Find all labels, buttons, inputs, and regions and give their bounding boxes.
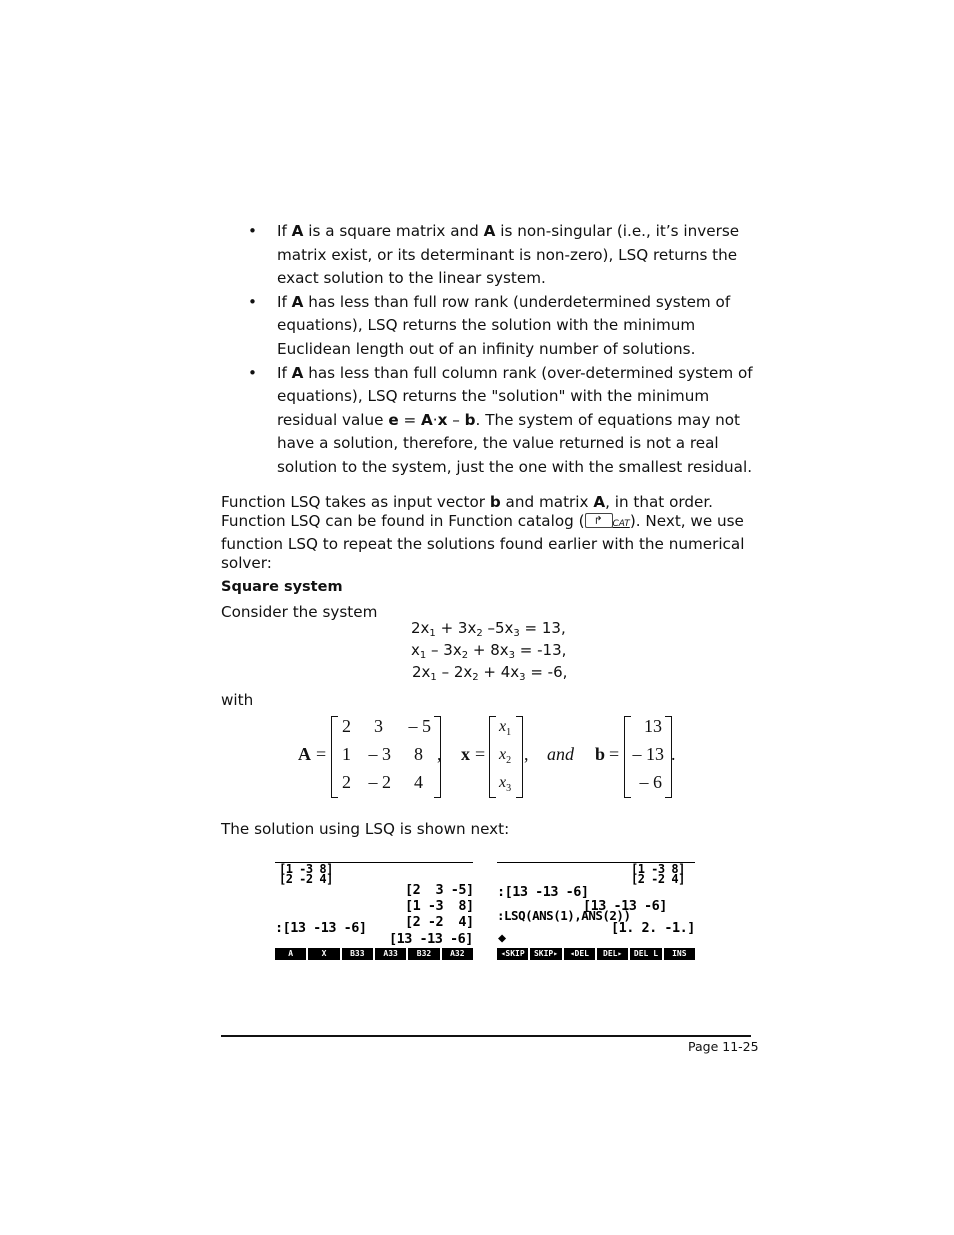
stack-line: [13 -13 -6] [583, 898, 667, 914]
softkey[interactable]: SKIP▸ [530, 948, 561, 960]
vector-cell: – 13 [632, 744, 664, 764]
section-heading: Square system [221, 579, 343, 595]
stack-line: [2 -2 4] [279, 872, 333, 886]
comma: , [437, 744, 442, 764]
residual-symbol: e [388, 410, 399, 429]
text: , in that order. Function LSQ can be found in Function catalog ( [221, 493, 714, 531]
matrix-cell: 8 [414, 744, 423, 764]
command-line[interactable]: :LSQ(ANS(1),ANS(2)) [497, 908, 631, 923]
softkey-menu [275, 948, 473, 960]
cat-key-label: CAT [612, 519, 630, 530]
matrix-a-label: A [298, 744, 311, 764]
calculator-screen-2 [497, 862, 695, 960]
vector-cell: $x_2$ [499, 746, 512, 767]
matrix-cell: – 2 [368, 772, 391, 792]
vector-cell: 13 [644, 716, 662, 736]
equals-sign: = [475, 744, 486, 764]
bullet-item [248, 291, 758, 362]
softkey[interactable]: DEL L [630, 948, 661, 960]
text: If [277, 222, 292, 240]
softkey[interactable]: A33 [375, 948, 406, 960]
equals-sign: = [316, 744, 327, 764]
matrix-symbol: A [421, 410, 433, 429]
softkey[interactable]: B33 [342, 948, 373, 960]
softkey[interactable]: B32 [408, 948, 439, 960]
vector-x [489, 716, 523, 796]
right-shift-key-icon: ↱ [585, 513, 613, 528]
stack-line: :[13 -13 -6] [497, 884, 589, 900]
stack-line: [2 -2 4] [631, 872, 685, 886]
equation-3: $2x_1 - 2x_2 + 4x_3 = -6$, [412, 663, 568, 683]
stack-line: [1 -3 8] [631, 862, 685, 876]
matrix-symbol: A [483, 222, 496, 240]
consider-text: Consider the system [221, 603, 378, 621]
text: is a square matrix and [303, 222, 484, 240]
softkey[interactable]: INS [664, 948, 695, 960]
bullet-dot: • [248, 222, 257, 240]
cursor-icon: ◆ [498, 930, 506, 946]
stack-line: [2 -2 4] [405, 914, 474, 930]
vector-symbol: b [489, 493, 501, 511]
softkey[interactable]: ◂SKIP [497, 948, 528, 960]
with-text: with [221, 691, 254, 709]
text: – [447, 410, 465, 429]
stack-line: [13 -13 -6] [389, 931, 473, 947]
vector-symbol: b [464, 410, 476, 429]
text: If [277, 292, 292, 311]
calculator-screen-1 [275, 862, 473, 960]
matrix-symbol: A [291, 222, 304, 240]
matrix-cell: 2 [342, 716, 351, 736]
bullet-list [248, 220, 758, 480]
and-word: and [547, 744, 574, 764]
footer-rule [221, 1035, 751, 1037]
text: and matrix [500, 493, 594, 511]
text: is non-singular (i.e., it’s inverse matrix exist, or its determinant is non-zero), LSQ returns the exact solution to the linear system. [277, 222, 740, 288]
bullet-dot: • [248, 363, 257, 382]
softkey[interactable]: A [275, 948, 306, 960]
matrix-cell: – 5 [408, 716, 431, 736]
bullet-dot: • [248, 292, 257, 311]
bullet-item [248, 362, 758, 480]
text: has less than full row rank (underdetermined system of equations), LSQ returns the solution with the minimum Euclidean length out of an infinity number of solutions. [277, 292, 731, 358]
vector-cell: $x_1$ [499, 718, 512, 739]
caption-text: The solution using LSQ is shown next: [221, 820, 510, 838]
matrix-symbol: A [291, 292, 304, 311]
softkey[interactable]: A32 [442, 948, 473, 960]
matrix-symbol: A [593, 493, 606, 511]
vector-cell: – 6 [639, 772, 662, 792]
matrix-cell: – 3 [368, 744, 391, 764]
vector-cell: $x_3$ [499, 774, 512, 795]
matrix-cell: 1 [342, 744, 351, 764]
stack-line: [1 -3 8] [405, 898, 474, 914]
bullet-item [248, 220, 758, 291]
softkey-menu [497, 948, 695, 960]
vector-x-label: x [461, 744, 470, 764]
text: If [277, 363, 292, 382]
matrix-cell: 3 [374, 716, 383, 736]
equation-2: $x_1 - 3x_2 + 8x_3 = -13$, [411, 641, 567, 661]
text: · [432, 410, 438, 429]
text: has less than full column rank (over-determined system of equations), LSQ returns the "solution" with the minimum residual value [277, 363, 753, 429]
text: . The system of equations may not have a solution, therefore, the value returned is not a real solution to the system, just the one with the smallest residual. [277, 410, 753, 476]
text: Function LSQ takes as input vector [221, 493, 490, 511]
stack-line: [1 -3 8] [279, 862, 333, 876]
equation-1: $2x_1 + 3x_2$ $-5x_3 = 13$, [411, 619, 566, 639]
matrix-cell: 4 [414, 772, 423, 792]
right-bracket [516, 716, 523, 798]
matrix-cell: 2 [342, 772, 351, 792]
text: = [398, 410, 422, 429]
left-bracket [489, 716, 496, 798]
result-line: [1. 2. -1.] [611, 920, 695, 936]
softkey[interactable]: ◂DEL [564, 948, 595, 960]
comma: , [524, 744, 529, 764]
vector-b-label: b [595, 744, 606, 764]
stack-line: [2 3 -5] [405, 882, 474, 898]
page-number: Page 11-25 [688, 1039, 759, 1054]
vector-symbol: x [437, 410, 448, 429]
matrix-a [331, 716, 441, 796]
softkey[interactable]: X [308, 948, 339, 960]
matrix-symbol: A [291, 363, 304, 382]
vector-b [624, 716, 672, 796]
equals-sign: = [609, 744, 620, 764]
stack-line: :[13 -13 -6] [275, 920, 367, 936]
softkey[interactable]: DEL▸ [597, 948, 628, 960]
period: . [671, 744, 676, 764]
lsq-paragraph [221, 493, 761, 574]
text: ). Next, we use function LSQ to repeat the solutions found earlier with the numerical solver: [221, 512, 745, 573]
